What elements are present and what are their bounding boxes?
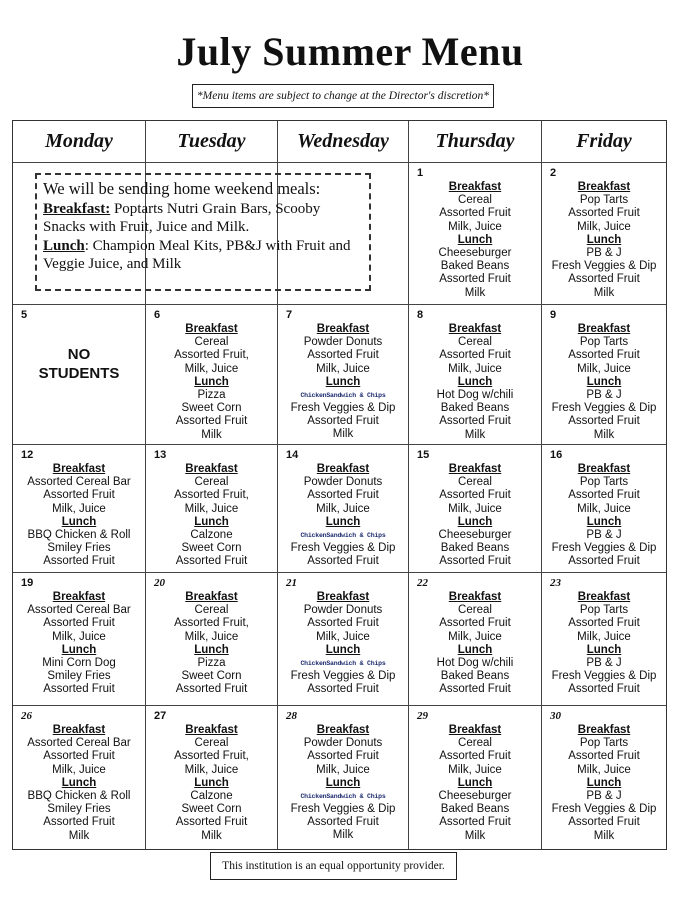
lunch-heading: Lunch <box>457 776 493 789</box>
lunch-heading: Lunch <box>194 776 229 789</box>
lunch-heading: Lunch <box>457 233 493 246</box>
breakfast-item: Milk, Juice <box>577 362 631 375</box>
breakfast-heading: Breakfast <box>448 463 502 475</box>
lunch-heading: Lunch <box>61 776 97 789</box>
lunch-item: Fresh Veggies & Dip <box>551 402 657 415</box>
lunch-item: ChickenSandwich & Chips <box>300 793 386 801</box>
breakfast-item: Assorted Fruit <box>439 207 511 220</box>
breakfast-item: Cereal <box>458 737 492 750</box>
breakfast-heading: Breakfast <box>577 591 631 603</box>
breakfast-item: Cereal <box>458 336 492 349</box>
lunch-item: Milk <box>201 428 222 441</box>
day-number: 19 <box>21 577 34 589</box>
lunch-item: ChickenSandwich & Chips <box>300 660 386 668</box>
calendar-day <box>409 573 542 706</box>
day-number: 21 <box>286 577 297 589</box>
day-number: 14 <box>286 449 299 461</box>
breakfast-item: Assorted Fruit, <box>174 489 249 502</box>
day-number: 7 <box>286 309 293 321</box>
lunch-item: Assorted Fruit <box>43 555 115 568</box>
meal-list <box>409 181 541 300</box>
breakfast-heading: Breakfast <box>577 181 631 193</box>
lunch-item: Sweet Corn <box>181 402 242 415</box>
day-number: 15 <box>417 449 430 461</box>
breakfast-item: Assorted Fruit <box>439 489 511 502</box>
lunch-item: Assorted Fruit <box>439 415 511 428</box>
day-number: 9 <box>550 309 557 321</box>
lunch-item: Milk <box>332 829 354 842</box>
calendar-day <box>542 445 666 573</box>
lunch-item: Pizza <box>197 389 226 402</box>
day-number: 27 <box>154 710 167 722</box>
lunch-item: Assorted Fruit <box>43 683 115 696</box>
breakfast-item: Milk, Juice <box>184 630 239 643</box>
day-number: 28 <box>286 710 297 722</box>
lunch-item: Milk <box>464 829 486 842</box>
breakfast-item: Milk, Juice <box>577 630 631 643</box>
calendar-day <box>278 445 409 573</box>
notice-lunch-text: : Champion Meal Kits, PB&J with Fruit and Veggie Juice, and Milk <box>43 237 351 272</box>
breakfast-item: Assorted Fruit <box>43 489 115 502</box>
breakfast-item: Milk, Juice <box>316 630 370 643</box>
meal-list <box>278 724 408 843</box>
lunch-item: Assorted Fruit <box>307 816 379 829</box>
breakfast-item: Milk, Juice <box>448 362 502 375</box>
calendar-day <box>409 163 542 305</box>
meal-list <box>13 591 145 697</box>
calendar-day <box>146 445 278 573</box>
breakfast-item: Assorted Fruit <box>568 349 640 362</box>
day-number: 16 <box>550 449 563 461</box>
lunch-item: PB & J <box>586 529 622 542</box>
breakfast-item: Milk, Juice <box>448 502 502 515</box>
meal-list <box>542 323 666 442</box>
breakfast-heading: Breakfast <box>185 591 238 603</box>
lunch-item: Assorted Fruit <box>568 683 640 696</box>
no-students-label <box>13 345 145 383</box>
lunch-heading: Lunch <box>586 643 622 656</box>
calendar-day <box>542 706 666 849</box>
day-header-monday: Monday <box>13 121 146 163</box>
lunch-heading: Lunch <box>194 375 229 388</box>
lunch-heading: Lunch <box>457 375 493 388</box>
breakfast-item: Assorted Fruit <box>568 750 640 763</box>
calendar-day <box>13 445 146 573</box>
day-number: 13 <box>154 449 167 461</box>
day-header-wednesday: Wednesday <box>278 121 409 163</box>
lunch-item: Milk <box>68 829 90 842</box>
breakfast-item: Assorted Fruit <box>439 617 511 630</box>
lunch-item: Milk <box>332 428 354 441</box>
calendar-day <box>409 305 542 445</box>
lunch-item: Assorted Fruit <box>568 816 640 829</box>
lunch-heading: Lunch <box>325 375 361 388</box>
lunch-item: BBQ Chicken & Roll <box>27 790 131 803</box>
breakfast-heading: Breakfast <box>316 591 370 603</box>
lunch-item: Assorted Fruit <box>439 816 511 829</box>
lunch-item: Milk <box>593 829 615 842</box>
lunch-item: Mini Corn Dog <box>42 657 116 670</box>
breakfast-item: Milk, Juice <box>184 502 239 515</box>
breakfast-item: Milk, Juice <box>448 630 502 643</box>
meal-list <box>146 323 277 442</box>
lunch-item: Assorted Fruit <box>307 555 379 568</box>
breakfast-item: Cereal <box>194 604 229 617</box>
breakfast-item: Milk, Juice <box>316 502 370 515</box>
lunch-item: Fresh Veggies & Dip <box>551 670 657 683</box>
lunch-item: Assorted Fruit <box>568 415 640 428</box>
notice-lunch-label: Lunch <box>43 237 85 254</box>
meal-list <box>409 323 541 442</box>
day-header-friday: Friday <box>542 121 666 163</box>
notice-intro: We will be sending home weekend meals: <box>43 179 321 198</box>
breakfast-item: Milk, Juice <box>577 502 631 515</box>
breakfast-item: Milk, Juice <box>52 502 106 515</box>
calendar-day <box>278 706 409 849</box>
breakfast-item: Cereal <box>194 336 229 349</box>
lunch-item: PB & J <box>586 790 622 803</box>
lunch-item: Baked Beans <box>440 542 510 555</box>
meal-list <box>146 463 277 569</box>
breakfast-item: Assorted Fruit <box>568 489 640 502</box>
lunch-item: Baked Beans <box>440 803 510 816</box>
meal-list <box>542 181 666 300</box>
breakfast-item: Pop Tarts <box>579 737 629 750</box>
lunch-item: Cheeseburger <box>438 790 512 803</box>
calendar-day <box>13 573 146 706</box>
breakfast-heading: Breakfast <box>448 323 502 335</box>
breakfast-item: Assorted Fruit <box>439 750 511 763</box>
breakfast-item: Assorted Fruit <box>307 750 379 763</box>
lunch-item: Cheeseburger <box>438 529 512 542</box>
breakfast-heading: Breakfast <box>448 591 502 603</box>
lunch-item: Smiley Fries <box>47 670 111 683</box>
breakfast-item: Pop Tarts <box>579 194 629 207</box>
lunch-item: Fresh Veggies & Dip <box>290 803 396 816</box>
meal-list <box>278 323 408 442</box>
no-students-line: NO <box>67 346 91 363</box>
lunch-item: Hot Dog w/chili <box>436 657 514 670</box>
breakfast-item: Milk, Juice <box>448 763 502 776</box>
breakfast-item: Assorted Fruit <box>43 750 115 763</box>
lunch-heading: Lunch <box>61 515 97 528</box>
lunch-item: PB & J <box>586 657 622 670</box>
breakfast-heading: Breakfast <box>185 323 238 335</box>
breakfast-item: Powder Donuts <box>303 604 383 617</box>
breakfast-item: Milk, Juice <box>448 220 502 233</box>
lunch-item: Pizza <box>197 657 226 670</box>
breakfast-item: Milk, Juice <box>316 763 370 776</box>
lunch-item: PB & J <box>586 389 622 402</box>
lunch-item: BBQ Chicken & Roll <box>27 529 131 542</box>
lunch-item: Smiley Fries <box>47 542 111 555</box>
lunch-item: Milk <box>464 286 486 299</box>
breakfast-heading: Breakfast <box>52 591 106 603</box>
breakfast-heading: Breakfast <box>316 323 370 335</box>
breakfast-item: Cereal <box>458 194 492 207</box>
lunch-item: Assorted Fruit <box>307 683 379 696</box>
meal-list <box>542 463 666 569</box>
calendar-day <box>13 305 146 445</box>
breakfast-heading: Breakfast <box>316 463 370 475</box>
breakfast-item: Assorted Fruit <box>307 489 379 502</box>
lunch-item: Baked Beans <box>440 670 510 683</box>
lunch-item: Calzone <box>190 790 233 803</box>
breakfast-item: Cereal <box>194 737 229 750</box>
lunch-item: Sweet Corn <box>181 670 242 683</box>
lunch-item: Assorted Fruit <box>175 415 248 428</box>
lunch-heading: Lunch <box>325 776 361 789</box>
breakfast-item: Milk, Juice <box>52 630 106 643</box>
lunch-item: Assorted Fruit <box>175 683 248 696</box>
day-number: 23 <box>550 577 561 589</box>
breakfast-item: Cereal <box>458 476 492 489</box>
lunch-item: Sweet Corn <box>181 542 242 555</box>
lunch-item: Assorted Fruit <box>43 816 115 829</box>
breakfast-item: Pop Tarts <box>579 604 629 617</box>
breakfast-item: Milk, Juice <box>184 362 239 375</box>
lunch-item: Milk <box>593 428 615 441</box>
lunch-item: Hot Dog w/chili <box>436 389 514 402</box>
weekend-meals-notice <box>35 173 371 291</box>
meal-list <box>542 591 666 697</box>
lunch-item: ChickenSandwich & Chips <box>300 392 386 400</box>
meal-list <box>13 463 145 569</box>
breakfast-item: Milk, Juice <box>577 763 631 776</box>
calendar-day <box>13 706 146 849</box>
day-header-thursday: Thursday <box>409 121 542 163</box>
meal-list <box>409 591 541 697</box>
lunch-heading: Lunch <box>457 515 493 528</box>
day-number: 12 <box>21 449 34 461</box>
lunch-item: Fresh Veggies & Dip <box>551 260 657 273</box>
lunch-item: Assorted Fruit <box>175 555 248 568</box>
calendar-day <box>278 573 409 706</box>
calendar-day <box>542 573 666 706</box>
day-number: 2 <box>550 167 557 179</box>
lunch-heading: Lunch <box>61 643 97 656</box>
lunch-item: Calzone <box>190 529 233 542</box>
breakfast-item: Assorted Fruit <box>568 617 640 630</box>
day-number: 22 <box>417 577 428 589</box>
lunch-item: Fresh Veggies & Dip <box>551 542 657 555</box>
day-header-tuesday: Tuesday <box>146 121 278 163</box>
breakfast-heading: Breakfast <box>577 724 631 736</box>
breakfast-heading: Breakfast <box>185 463 238 475</box>
notice-breakfast-text: Poptarts Nutri Grain Bars, Scooby Snacks with Fruit, Juice and Milk. <box>43 200 321 235</box>
footer-statement: This institution is an equal opportunity provider. <box>210 852 457 880</box>
lunch-heading: Lunch <box>586 776 622 789</box>
breakfast-item: Milk, Juice <box>577 220 631 233</box>
breakfast-heading: Breakfast <box>52 724 106 736</box>
meal-list <box>542 724 666 843</box>
day-number: 26 <box>21 710 32 722</box>
page-title: July Summer Menu <box>176 29 524 74</box>
lunch-item: Baked Beans <box>440 260 510 273</box>
lunch-heading: Lunch <box>586 233 622 246</box>
day-number: 20 <box>154 577 165 589</box>
calendar-day <box>542 305 666 445</box>
lunch-item: Assorted Fruit <box>439 555 511 568</box>
breakfast-heading: Breakfast <box>448 724 502 736</box>
lunch-item: Assorted Fruit <box>175 816 248 829</box>
lunch-heading: Lunch <box>325 643 361 656</box>
breakfast-item: Milk, Juice <box>52 763 106 776</box>
breakfast-heading: Breakfast <box>52 463 106 475</box>
breakfast-heading: Breakfast <box>185 724 238 736</box>
meal-list <box>146 591 277 697</box>
breakfast-item: Assorted Cereal Bar <box>27 476 131 489</box>
lunch-item: Milk <box>593 286 615 299</box>
day-number: 6 <box>154 309 161 321</box>
lunch-item: Assorted Fruit <box>439 683 511 696</box>
breakfast-item: Powder Donuts <box>303 737 383 750</box>
lunch-heading: Lunch <box>325 515 361 528</box>
day-number: 8 <box>417 309 424 321</box>
breakfast-item: Milk, Juice <box>316 362 370 375</box>
breakfast-heading: Breakfast <box>316 724 370 736</box>
lunch-item: Smiley Fries <box>47 803 111 816</box>
meal-list <box>409 724 541 843</box>
breakfast-item: Assorted Fruit, <box>174 349 249 362</box>
lunch-heading: Lunch <box>194 515 229 528</box>
day-number: 29 <box>417 710 428 722</box>
calendar-day <box>278 305 409 445</box>
meal-list <box>409 463 541 569</box>
lunch-item: ChickenSandwich & Chips <box>300 532 386 540</box>
lunch-item: Fresh Veggies & Dip <box>290 542 396 555</box>
breakfast-item: Assorted Fruit <box>568 207 640 220</box>
lunch-item: Baked Beans <box>440 402 510 415</box>
breakfast-item: Assorted Fruit <box>439 349 511 362</box>
lunch-item: PB & J <box>586 247 622 260</box>
lunch-heading: Lunch <box>194 643 229 656</box>
lunch-heading: Lunch <box>586 375 622 388</box>
breakfast-item: Pop Tarts <box>579 336 629 349</box>
breakfast-heading: Breakfast <box>577 323 631 335</box>
breakfast-item: Assorted Fruit, <box>174 617 249 630</box>
calendar-day <box>146 305 278 445</box>
lunch-heading: Lunch <box>586 515 622 528</box>
breakfast-item: Cereal <box>458 604 492 617</box>
breakfast-item: Milk, Juice <box>184 763 239 776</box>
day-number: 1 <box>417 167 424 179</box>
lunch-item: Sweet Corn <box>181 803 242 816</box>
day-number: 5 <box>21 309 28 321</box>
lunch-item: Assorted Fruit <box>568 555 640 568</box>
breakfast-item: Assorted Fruit <box>307 617 379 630</box>
calendar-day <box>542 163 666 305</box>
calendar-day <box>146 706 278 849</box>
meal-list <box>146 724 277 843</box>
breakfast-heading: Breakfast <box>448 181 502 193</box>
lunch-item: Fresh Veggies & Dip <box>290 670 396 683</box>
breakfast-item: Assorted Fruit <box>307 349 379 362</box>
lunch-heading: Lunch <box>457 643 493 656</box>
lunch-item: Milk <box>201 829 222 842</box>
breakfast-item: Cereal <box>194 476 229 489</box>
breakfast-item: Assorted Cereal Bar <box>27 604 131 617</box>
lunch-item: Cheeseburger <box>438 247 512 260</box>
calendar-day <box>409 706 542 849</box>
meal-list <box>278 591 408 696</box>
breakfast-item: Assorted Fruit <box>43 617 115 630</box>
calendar-day <box>409 445 542 573</box>
lunch-item: Assorted Fruit <box>439 273 511 286</box>
lunch-item: Assorted Fruit <box>568 273 640 286</box>
calendar-day <box>146 573 278 706</box>
meal-list <box>13 724 145 843</box>
notice-breakfast-label: Breakfast: <box>43 200 111 217</box>
lunch-item: Fresh Veggies & Dip <box>290 402 396 415</box>
lunch-item: Assorted Fruit <box>307 415 379 428</box>
breakfast-item: Powder Donuts <box>303 336 383 349</box>
no-students-line: STUDENTS <box>38 365 120 382</box>
breakfast-item: Powder Donuts <box>303 476 383 489</box>
lunch-item: Milk <box>464 428 486 441</box>
breakfast-item: Assorted Fruit, <box>174 750 249 763</box>
meal-list <box>278 463 408 568</box>
breakfast-item: Assorted Cereal Bar <box>27 737 131 750</box>
day-number: 30 <box>550 710 561 722</box>
lunch-item: Fresh Veggies & Dip <box>551 803 657 816</box>
disclaimer-note: *Menu items are subject to change at the Director's discretion* <box>192 84 494 108</box>
breakfast-item: Pop Tarts <box>579 476 629 489</box>
breakfast-heading: Breakfast <box>577 463 631 475</box>
